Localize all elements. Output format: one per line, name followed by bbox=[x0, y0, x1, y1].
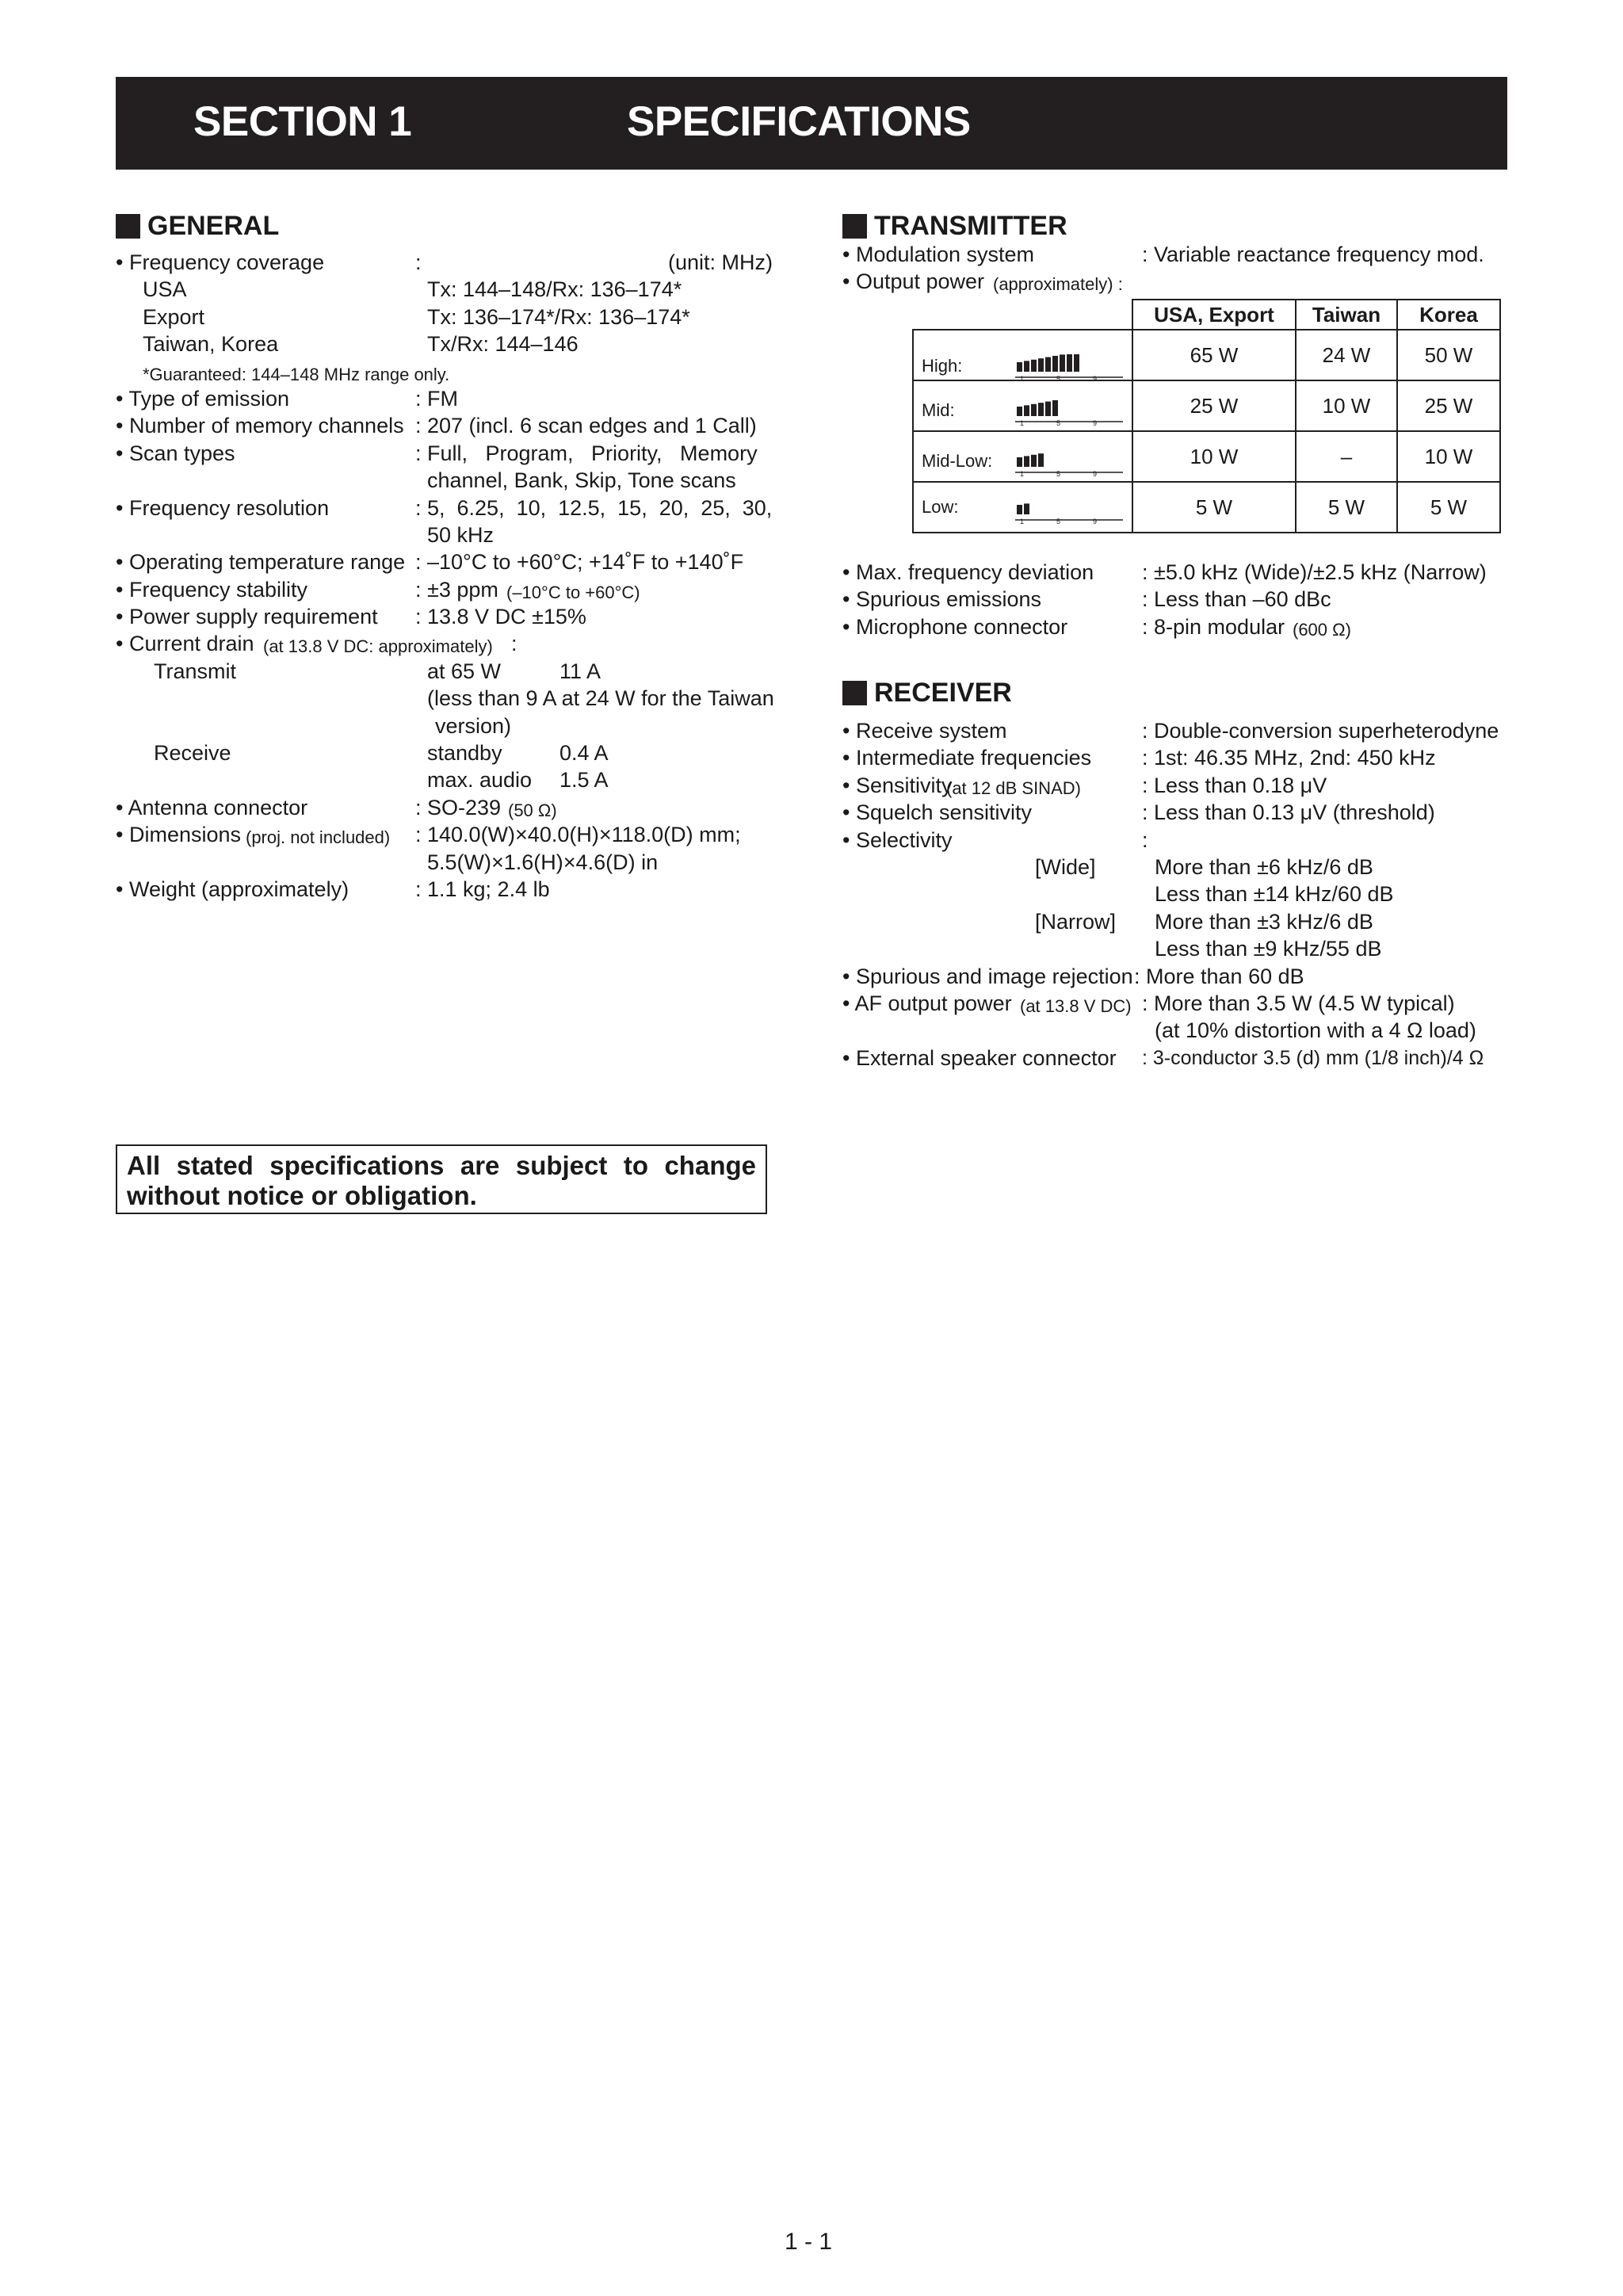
meter-bar bbox=[1031, 455, 1037, 467]
meter-bar bbox=[1038, 358, 1044, 372]
notice-text: All stated specifications are subject to change without notice or obligation. bbox=[127, 1151, 756, 1210]
spec-label: • Squelch sensitivity bbox=[842, 800, 1033, 825]
spec-row bbox=[116, 548, 773, 575]
spec-row bbox=[116, 766, 773, 793]
spec-value: : Less than 0.18 μV bbox=[1142, 773, 1327, 797]
spec-row bbox=[116, 358, 773, 385]
region-value: Tx: 144–148/Rx: 136–174* bbox=[427, 277, 682, 302]
meter-scale-label: 9 bbox=[1093, 518, 1098, 525]
spec-row bbox=[842, 268, 1508, 295]
meter-scale-label: 1 bbox=[1020, 375, 1025, 383]
spec-value: More than ±3 kHz/6 dB bbox=[1155, 909, 1373, 934]
spec-row bbox=[116, 276, 773, 303]
table-corner bbox=[913, 300, 1132, 330]
spec-value: : More than 3.5 W (4.5 W typical) bbox=[1142, 991, 1455, 1015]
meter-bar bbox=[1038, 403, 1044, 416]
column-header: USA, Export bbox=[1132, 300, 1296, 330]
spec-row bbox=[842, 935, 1508, 962]
spec-value: : 140.0(W)×40.0(H)×118.0(D) mm; bbox=[415, 823, 741, 847]
spec-value: : Variable reactance frequency mod. bbox=[1142, 243, 1484, 266]
spec-row bbox=[116, 467, 773, 494]
spec-label: • Spurious emissions bbox=[842, 587, 1042, 612]
meter-bar bbox=[1017, 407, 1022, 416]
spec-value-note: (50 Ω) bbox=[508, 800, 557, 820]
spec-colon: : bbox=[511, 632, 517, 656]
level-cell bbox=[913, 380, 1132, 431]
spec-value-cont: channel, Bank, Skip, Tone scans bbox=[427, 468, 736, 493]
spec-row bbox=[116, 385, 773, 412]
region-label: Taiwan, Korea bbox=[143, 332, 279, 357]
selectivity-mode: [Wide] bbox=[1035, 854, 1096, 879]
spec-label: • Frequency stability bbox=[116, 577, 308, 602]
table-cell: 25 W bbox=[1132, 380, 1296, 431]
spec-label: • Sensitivity bbox=[842, 773, 953, 797]
meter-bar bbox=[1045, 402, 1051, 416]
spec-value-cont: (at 10% distortion with a 4 Ω load) bbox=[1155, 1018, 1476, 1043]
spec-value: Less than ±14 kHz/60 dB bbox=[1155, 882, 1394, 907]
spec-label: • Number of memory channels bbox=[116, 414, 404, 438]
spec-label: • Max. frequency deviation bbox=[842, 560, 1094, 584]
spec-row bbox=[842, 963, 1508, 990]
transmitter-heading-text: TRANSMITTER bbox=[874, 211, 1067, 241]
sub-cond: max. audio bbox=[427, 768, 533, 793]
transmitter-spec-list-bottom bbox=[842, 559, 1508, 640]
spec-row bbox=[842, 908, 1508, 935]
region-value: Tx/Rx: 144–146 bbox=[427, 332, 579, 357]
spec-label: • Microphone connector bbox=[842, 614, 1068, 639]
spec-label-note: (at 13.8 V DC: approximately) bbox=[263, 636, 493, 657]
spec-row bbox=[842, 799, 1508, 826]
spec-row bbox=[116, 821, 773, 848]
spec-value: : Less than 0.13 μV (threshold) bbox=[1142, 800, 1435, 825]
rf-meter-icon bbox=[1015, 449, 1126, 478]
level-label: Mid: bbox=[922, 400, 955, 420]
receiver-heading-text: RECEIVER bbox=[874, 678, 1012, 708]
spec-row bbox=[842, 586, 1508, 613]
meter-bar bbox=[1017, 362, 1022, 372]
spec-row bbox=[842, 613, 1508, 640]
general-heading-text: GENERAL bbox=[147, 211, 280, 241]
spec-unit: (unit: MHz) bbox=[667, 250, 773, 274]
table-cell: 25 W bbox=[1397, 380, 1500, 431]
spec-value: Less than ±9 kHz/55 dB bbox=[1155, 937, 1382, 961]
spec-label: • Frequency resolution bbox=[116, 495, 330, 520]
table-row bbox=[913, 431, 1500, 482]
meter-bar bbox=[1060, 354, 1065, 372]
table-cell: 5 W bbox=[1397, 482, 1500, 533]
sub-cond: standby bbox=[427, 741, 502, 766]
table-cell: 10 W bbox=[1296, 380, 1397, 431]
spec-row bbox=[116, 440, 773, 467]
transmitter-heading bbox=[842, 211, 1067, 242]
sub-value: 1.5 A bbox=[559, 768, 609, 793]
spec-row bbox=[842, 881, 1508, 907]
spec-row bbox=[842, 854, 1508, 881]
meter-bar bbox=[1017, 505, 1022, 514]
section-title: SPECIFICATIONS bbox=[627, 98, 971, 145]
spec-row bbox=[842, 241, 1508, 268]
meter-scale-label: 1 bbox=[1020, 518, 1025, 525]
spec-row bbox=[116, 330, 773, 357]
sub-note: version) bbox=[435, 713, 512, 738]
receiver-spec-list bbox=[842, 717, 1508, 1072]
meter-scale-label: 9 bbox=[1093, 375, 1098, 383]
meter-bar bbox=[1045, 357, 1051, 372]
spec-row bbox=[842, 1045, 1508, 1072]
spec-value: More than ±6 kHz/6 dB bbox=[1155, 854, 1373, 879]
spec-label: • AF output power bbox=[842, 991, 1012, 1015]
spec-value: : Less than –60 dBc bbox=[1142, 587, 1331, 612]
meter-bar bbox=[1074, 354, 1079, 372]
spec-value: : FM bbox=[415, 386, 458, 411]
spec-value: : 5, 6.25, 10, 12.5, 15, 20, 25, 30, bbox=[415, 495, 773, 520]
sub-note: (less than 9 A at 24 W for the Taiwan bbox=[427, 686, 774, 711]
table-cell: – bbox=[1296, 431, 1397, 482]
spec-row bbox=[116, 739, 773, 766]
spec-row bbox=[842, 990, 1508, 1017]
meter-scale-label: 1 bbox=[1020, 419, 1025, 427]
sub-label: Transmit bbox=[154, 659, 237, 683]
spec-row bbox=[116, 876, 773, 903]
spec-row bbox=[116, 712, 773, 739]
transmitter-spec-list-top bbox=[842, 241, 1508, 296]
spec-value-note: (600 Ω) bbox=[1293, 619, 1351, 640]
receiver-heading bbox=[842, 678, 1012, 709]
spec-row bbox=[116, 849, 773, 876]
spec-row bbox=[116, 685, 773, 712]
table-row bbox=[913, 330, 1500, 380]
sub-value: 0.4 A bbox=[559, 741, 609, 766]
meter-bar bbox=[1052, 400, 1058, 416]
spec-row bbox=[842, 744, 1508, 771]
spec-label: • Scan types bbox=[116, 441, 235, 465]
column-header: Korea bbox=[1397, 300, 1500, 330]
column-header: Taiwan bbox=[1296, 300, 1397, 330]
output-power-table bbox=[912, 299, 1501, 533]
sub-value: 11 A bbox=[559, 659, 601, 683]
section-number: SECTION 1 bbox=[193, 98, 412, 145]
spec-label-note: (proj. not included) bbox=[246, 827, 391, 848]
spec-value: : ±5.0 kHz (Wide)/±2.5 kHz (Narrow) bbox=[1142, 560, 1487, 584]
spec-label: • Current drain bbox=[116, 632, 254, 656]
spec-value: : 3-conductor 3.5 (d) mm (1/8 inch)/4 Ω bbox=[1142, 1046, 1484, 1069]
heading-square-icon bbox=[842, 681, 867, 705]
rf-meter-icon bbox=[1015, 399, 1126, 427]
meter-bar bbox=[1067, 354, 1072, 372]
table-cell: 5 W bbox=[1296, 482, 1397, 533]
spec-row bbox=[116, 576, 773, 603]
table-header-row bbox=[913, 300, 1500, 330]
meter-bar bbox=[1024, 361, 1029, 372]
spec-value-cont: 5.5(W)×1.6(H)×4.6(D) in bbox=[427, 850, 659, 874]
meter-scale-label: 5 bbox=[1056, 419, 1061, 427]
table-cell: 10 W bbox=[1397, 431, 1500, 482]
table-row bbox=[913, 482, 1500, 533]
spec-label: • Dimensions bbox=[116, 823, 242, 847]
spec-value: : 207 (incl. 6 scan edges and 1 Call) bbox=[415, 414, 757, 438]
spec-value: : 13.8 V DC ±15% bbox=[415, 605, 586, 629]
spec-row bbox=[842, 1017, 1508, 1044]
level-label: Mid-Low: bbox=[922, 451, 993, 471]
spec-colon: : bbox=[1142, 827, 1148, 852]
spec-row bbox=[842, 559, 1508, 586]
table-row bbox=[913, 380, 1500, 431]
sub-cond: at 65 W bbox=[427, 659, 502, 683]
spec-value: : 1st: 46.35 MHz, 2nd: 450 kHz bbox=[1142, 746, 1436, 770]
spec-label-note: (approximately) : bbox=[993, 274, 1123, 295]
spec-value: : Double-conversion superheterodyne bbox=[1142, 719, 1499, 743]
spec-value: : 8-pin modular bbox=[1142, 614, 1285, 639]
notice-box bbox=[116, 1144, 767, 1214]
spec-row bbox=[842, 827, 1508, 854]
meter-scale-label: 9 bbox=[1093, 470, 1098, 478]
selectivity-mode: [Narrow] bbox=[1035, 909, 1117, 934]
spec-colon: : bbox=[415, 250, 422, 274]
spec-label: • Operating temperature range bbox=[116, 550, 406, 575]
spec-label: • Antenna connector bbox=[116, 795, 308, 819]
meter-scale-label: 9 bbox=[1093, 419, 1098, 427]
spec-value: : ±3 ppm bbox=[415, 577, 498, 602]
table-cell: 50 W bbox=[1397, 330, 1500, 380]
region-label: USA bbox=[143, 277, 187, 302]
rf-meter-icon bbox=[1015, 497, 1126, 525]
meter-bar bbox=[1038, 453, 1044, 467]
general-spec-list bbox=[116, 249, 773, 903]
spec-row bbox=[116, 630, 773, 657]
meter-scale-label: 5 bbox=[1056, 470, 1061, 478]
meter-scale-label: 5 bbox=[1056, 375, 1061, 383]
meter-bar bbox=[1031, 360, 1037, 372]
general-heading bbox=[116, 211, 279, 242]
spec-label: • Modulation system bbox=[842, 243, 1035, 266]
region-value: Tx: 136–174*/Rx: 136–174* bbox=[427, 304, 690, 329]
level-label: Low: bbox=[922, 497, 959, 517]
spec-row bbox=[116, 794, 773, 821]
rf-meter-icon bbox=[1015, 354, 1126, 383]
spec-row bbox=[116, 412, 773, 439]
spec-row bbox=[116, 249, 773, 276]
spec-row bbox=[116, 521, 773, 548]
table-cell: 10 W bbox=[1132, 431, 1296, 482]
region-label: Export bbox=[143, 304, 205, 329]
spec-value: : SO-239 bbox=[415, 795, 502, 819]
spec-value: : 1.1 kg; 2.4 lb bbox=[415, 877, 550, 901]
table-cell: 65 W bbox=[1132, 330, 1296, 380]
spec-row bbox=[116, 603, 773, 630]
level-cell bbox=[913, 482, 1132, 533]
meter-bar bbox=[1024, 405, 1029, 416]
spec-value: : More than 60 dB bbox=[1134, 964, 1304, 988]
spec-row bbox=[116, 658, 773, 685]
section-header bbox=[116, 77, 1507, 170]
spec-row bbox=[116, 495, 773, 521]
meter-bar bbox=[1024, 456, 1029, 467]
meter-bar bbox=[1017, 457, 1022, 467]
level-label: High: bbox=[922, 356, 963, 376]
spec-row bbox=[842, 772, 1508, 799]
footnote: *Guaranteed: 144–148 MHz range only. bbox=[143, 364, 450, 384]
sub-label: Receive bbox=[154, 741, 231, 766]
spec-label: • Selectivity bbox=[842, 827, 953, 852]
spec-label-note: (at 13.8 V DC) bbox=[1020, 995, 1132, 1016]
spec-row bbox=[116, 304, 773, 330]
heading-square-icon bbox=[116, 214, 140, 239]
spec-value: : –10°C to +60°C; +14˚F to +140˚F bbox=[415, 550, 744, 575]
spec-label: • External speaker connector bbox=[842, 1045, 1117, 1070]
spec-label: • Frequency coverage bbox=[116, 250, 325, 274]
meter-bar bbox=[1024, 503, 1029, 514]
table-cell: 24 W bbox=[1296, 330, 1397, 380]
spec-label: • Output power bbox=[842, 269, 985, 294]
heading-square-icon bbox=[842, 214, 867, 239]
spec-label-note: (at 12 dB SINAD) bbox=[946, 777, 1081, 798]
page-number: 1 - 1 bbox=[785, 2229, 833, 2255]
spec-label: • Type of emission bbox=[116, 386, 290, 411]
spec-value-cont: 50 kHz bbox=[427, 522, 495, 547]
spec-value: : Full, Program, Priority, Memory bbox=[415, 441, 758, 465]
spec-label: • Weight (approximately) bbox=[116, 877, 349, 901]
spec-label: • Receive system bbox=[842, 719, 1007, 743]
spec-label: • Spurious and image rejection bbox=[842, 964, 1133, 988]
meter-scale-label: 1 bbox=[1020, 470, 1025, 478]
spec-label: • Intermediate frequencies bbox=[842, 746, 1092, 770]
meter-bar bbox=[1052, 356, 1058, 372]
spec-value-note: (–10°C to +60°C) bbox=[506, 582, 640, 602]
spec-row bbox=[842, 717, 1508, 744]
table-cell: 5 W bbox=[1132, 482, 1296, 533]
level-cell bbox=[913, 431, 1132, 482]
meter-bar bbox=[1031, 404, 1037, 416]
level-cell bbox=[913, 330, 1132, 383]
spec-label: • Power supply requirement bbox=[116, 605, 378, 629]
meter-scale-label: 5 bbox=[1056, 518, 1061, 525]
